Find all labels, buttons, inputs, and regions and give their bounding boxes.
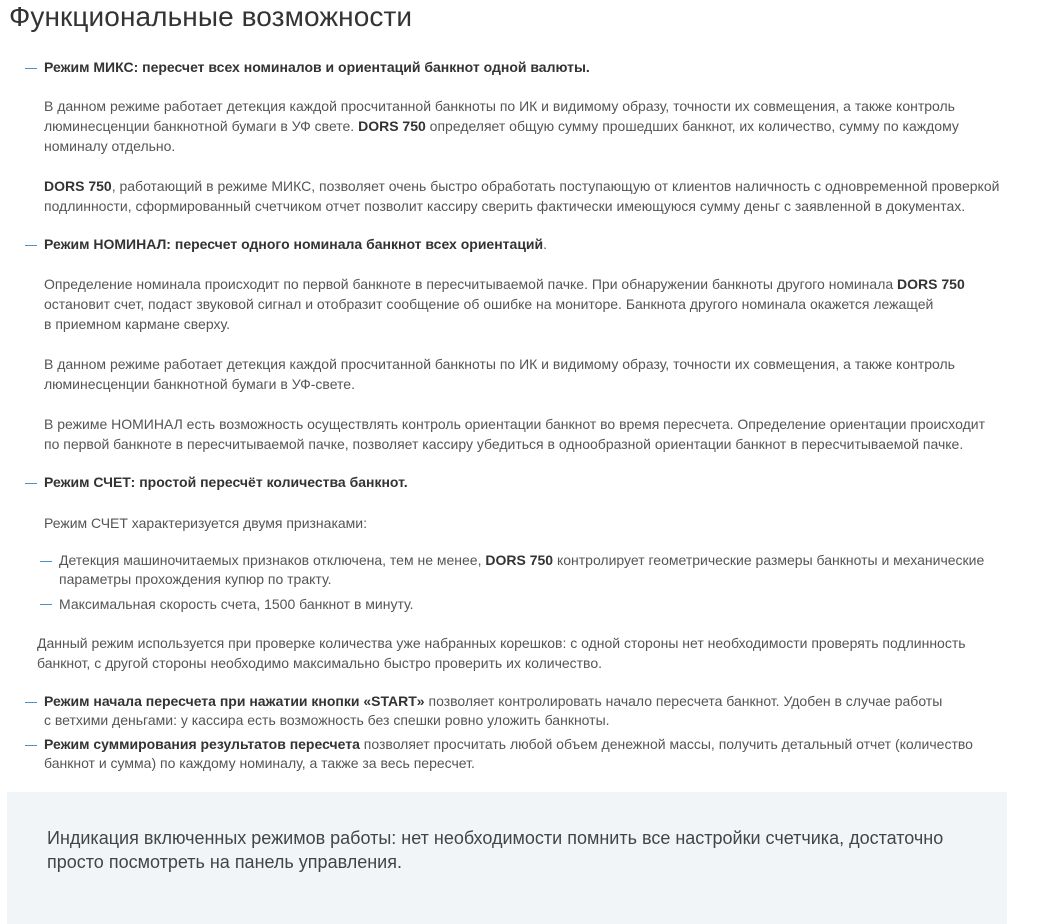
text-line: банкнот и сумма) по каждому номиналу, а также за весь пересчет.	[44, 755, 475, 771]
list-dash-icon	[40, 604, 52, 605]
info-note-text	[47, 826, 977, 874]
mode-mix-paragraph-2	[44, 176, 1024, 216]
text-line: по первой банкноте в пересчитываемой пачке, позволяет кассиру убедиться в однообразной ориентации банкнот в пересчитываемой пачке.	[44, 436, 964, 452]
mode-count-heading: Режим СЧЕТ: простой пересчёт количества банкнот.	[44, 474, 408, 490]
text-line: DORS 750, работающий в режиме МИКС, позволяет очень быстро обработать поступающую от клиентов наличность с одновременной проверкой	[44, 178, 1000, 194]
text-line: В данном режиме работает детекция каждой просчитанной банкноты по ИК и видимому образу, точности их совмещения, а также контроль	[44, 356, 955, 372]
mode-nominal-paragraph-2	[44, 354, 1024, 394]
brand-name: DORS 750	[897, 276, 965, 292]
list-dash-icon	[40, 561, 52, 562]
mode-count-item-1	[59, 551, 1019, 589]
text-line: люминесценции банкнотной бумаги в УФ-свете.	[44, 376, 355, 392]
mode-count-intro: Режим СЧЕТ характеризуется двумя признаками:	[44, 515, 368, 531]
text-line: с ветхими деньгами: у кассира есть возможность без спешки ровно уложить банкноты.	[44, 712, 610, 728]
text-line: Режим начала пересчета при нажатии кнопки «START» позволяет контролировать начало пересчета банкнот. Удобен в случае работы	[44, 693, 943, 709]
text-line: банкнот, с другой стороны необходимо максимально быстро проверить их количество.	[37, 655, 603, 671]
text-line: просто посмотреть на панель управления.	[47, 852, 402, 872]
mode-mix-paragraph-1	[44, 96, 1024, 156]
text-line: подлинности, сформированный счетчиком отчет позволит кассиру сверить фактически имеющуюся сумму деньг с заявленной в документах.	[44, 198, 966, 214]
mode-sum-item	[44, 735, 1024, 773]
brand-name: DORS 750	[44, 178, 112, 194]
text-line: В данном режиме работает детекция каждой просчитанной банкноты по ИК и видимому образу, точности их совмещения, а также контроль	[44, 98, 955, 114]
text-line: Детекция машиночитаемых признаков отключена, тем не менее, DORS 750 контролирует геометрические размеры банкноты и механические	[59, 552, 985, 568]
text-line: параметры прохождения купюр по тракту.	[59, 571, 332, 587]
text-line: Определение номинала происходит по первой банкноте в пересчитываемой пачке. При обнаружении банкноты другого номинала DORS 750	[44, 276, 965, 292]
page-title: Функциональные возможности	[9, 1, 413, 32]
brand-name: DORS 750	[485, 552, 554, 568]
mode-start-heading: Режим начала пересчета при нажатии кнопки «START»	[44, 693, 425, 709]
text-line: Режим суммирования результатов пересчета позволяет просчитать любой объем денежной массы, получить детальный отчет (количество	[44, 736, 973, 752]
mode-sum-heading: Режим суммирования результатов пересчета	[44, 736, 360, 752]
list-dash-icon	[25, 745, 37, 746]
mode-nominal-heading: Режим НОМИНАЛ: пересчет одного номинала банкнот всех ориентаций.	[44, 236, 548, 252]
text-line: номиналу отдельно.	[44, 138, 176, 154]
text-line: В режиме НОМИНАЛ есть возможность осуществлять контроль ориентации банкнот во время пересчета. Определение ориентации происходит	[44, 416, 986, 432]
text-line: в приемном кармане сверху.	[44, 316, 230, 332]
text-line: Данный режим используется при проверке количества уже набранных корешков: с одной стороны нет необходимости проверять подлинность	[37, 635, 966, 651]
mode-count-item-2: Максимальная скорость счета, 1500 банкнот в минуту.	[59, 596, 414, 612]
mode-start-item	[44, 692, 1024, 730]
mode-count-outro	[37, 633, 1027, 673]
list-dash-icon	[25, 245, 37, 246]
list-dash-icon	[25, 702, 37, 703]
mode-nominal-paragraph-1	[44, 274, 1024, 334]
text-line: Индикация включенных режимов работы: нет необходимости помнить все настройки счетчика, достаточно	[47, 828, 944, 848]
brand-name: DORS 750	[358, 118, 426, 134]
mode-mix-heading: Режим МИКС: пересчет всех номиналов и ориентаций банкнот одной валюты.	[44, 59, 590, 75]
mode-nominal-paragraph-3	[44, 414, 1024, 454]
list-dash-icon	[25, 483, 37, 484]
text-line: люминесценции банкнотной бумаги в УФ свете. DORS 750 определяет общую сумму прошедших банкнот, их количество, сумму по каждому	[44, 118, 959, 134]
list-dash-icon	[25, 68, 37, 69]
info-note-box	[7, 792, 1007, 924]
text-line: остановит счет, подаст звуковой сигнал и отобразит сообщение об ошибке на мониторе. Банкнота другого номинала окажется лежащей	[44, 296, 934, 312]
